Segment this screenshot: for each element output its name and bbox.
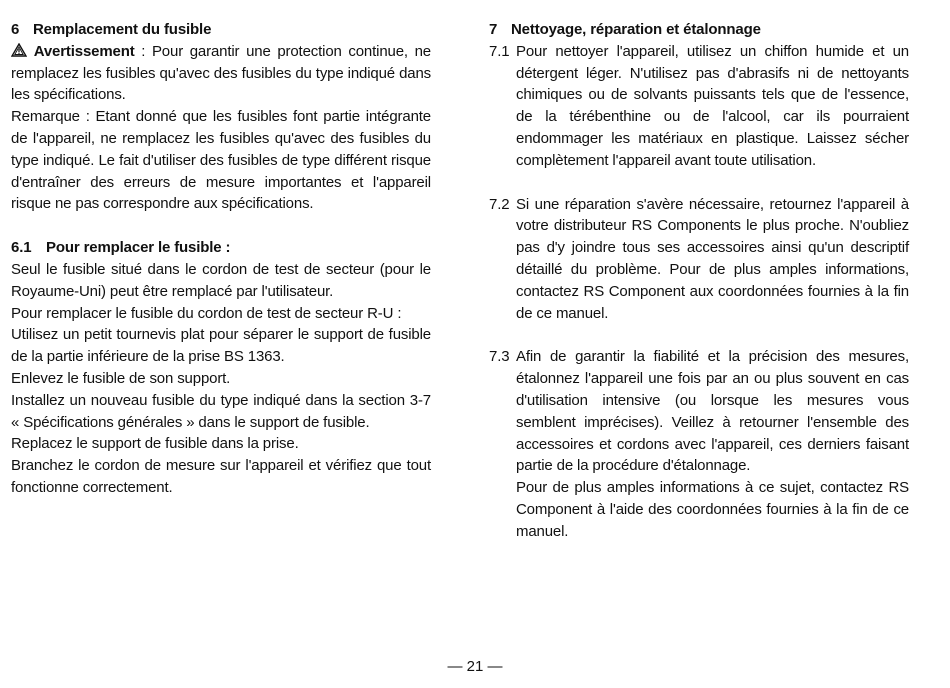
item-7-3 (489, 346, 909, 477)
item-7-2-text: Si une réparation s'avère nécessaire, retournez l'appareil à votre distributeur RS Components le plus proche. N'oubliez pas d'y joindre tous ses accessoires ainsi qu'un descriptif détaillé du problème. Pour de plus amples informations, contactez RS Component aux coordonnées fournies à la fin de ce manuel. (516, 195, 909, 322)
fuse-paragraph-7: Branchez le cordon de mesure sur l'appareil et vérifiez que tout fonctionne correctement. (11, 457, 431, 496)
item-7-3-extra-text: Pour de plus amples informations à ce sujet, contactez RS Component à l'aide des coordonnées fournies à la fin de ce manuel. (516, 479, 909, 540)
item-7-3-number: 7.3 (489, 348, 510, 366)
page-number: — 21 — (447, 658, 503, 675)
right-column (489, 19, 909, 543)
section-6-1-heading (11, 237, 431, 259)
section-6-1-number: 6.1 (11, 239, 32, 257)
warning-paragraph (11, 41, 431, 106)
item-7-1-text: Pour nettoyer l'appareil, utilisez un chiffon humide et un détergent léger. N'utilisez pas d'abrasifs ni de nettoyants chimiques ou de solvants puissants tels que de l'essence, de la térébenthine ou de l'alcool, car ils pourraient endommager les matériaux en plastique. Laissez sécher complètement l'appareil avant toute utilisation. (516, 42, 909, 169)
section-6-number: 6 (11, 21, 20, 38)
item-7-1-number: 7.1 (489, 42, 510, 60)
remark-paragraph: Remarque : Etant donné que les fusibles font partie intégrante de l'appareil, ne remplacez les fusibles qu'avec des fusibles du type indiqué. Le fait d'utiliser des fusibles de type différent risque d'entraîner des erreurs de mesure importantes et l'appareil risque ne pas correspondre aux spécifications. (11, 108, 431, 213)
fuse-paragraph-2: Pour remplacer le fusible du cordon de test de secteur R-U : (11, 304, 402, 322)
section-6-1-title: Pour remplacer le fusible : (46, 239, 231, 257)
section-7-title: Nettoyage, réparation et étalonnage (511, 21, 761, 38)
fuse-paragraph-3: Utilisez un petit tournevis plat pour séparer le support de fusible de la partie inférieure de la prise BS 1363. (11, 326, 431, 366)
item-7-3-text: Afin de garantir la fiabilité et la précision des mesures, étalonnez l'appareil une fois par an ou plus souvent en cas d'utilisation intensive (ou lorsque les mesures vous semblent imprécises). Veillez à retourner l'ensemble des accessoires et cordons avec l'appareil, ces derniers faisant partie de la procédure d'étalonnage. (516, 348, 909, 475)
section-6-title: Remplacement du fusible (33, 21, 212, 38)
warning-text: : Pour garantir une protection continue, ne remplacez les fusibles qu'avec des fusibles du type indiqué dans les spécifications. (11, 42, 431, 104)
fuse-paragraph-4: Enlevez le fusible de son support. (11, 369, 231, 387)
warning-label: Avertissement (33, 42, 135, 60)
item-7-2-number: 7.2 (489, 195, 510, 213)
section-7-heading (489, 19, 909, 41)
item-7-3-extra (489, 477, 909, 542)
section-7-number: 7 (489, 21, 498, 38)
item-7-1 (489, 41, 909, 172)
section-6-heading (11, 19, 431, 41)
warning-triangle-icon (11, 43, 34, 60)
item-7-2 (489, 194, 909, 325)
fuse-paragraph-5: Installez un nouveau fusible du type indiqué dans la section 3-7 « Spécifications générales » dans le support de fusible. (11, 391, 431, 431)
left-column (11, 19, 431, 499)
fuse-paragraph-1: Seul le fusible situé dans le cordon de test de secteur (pour le Royaume-Uni) peut être remplacé par l'utilisateur. (11, 260, 431, 300)
fuse-paragraph-6: Replacez le support de fusible dans la prise. (11, 435, 299, 453)
